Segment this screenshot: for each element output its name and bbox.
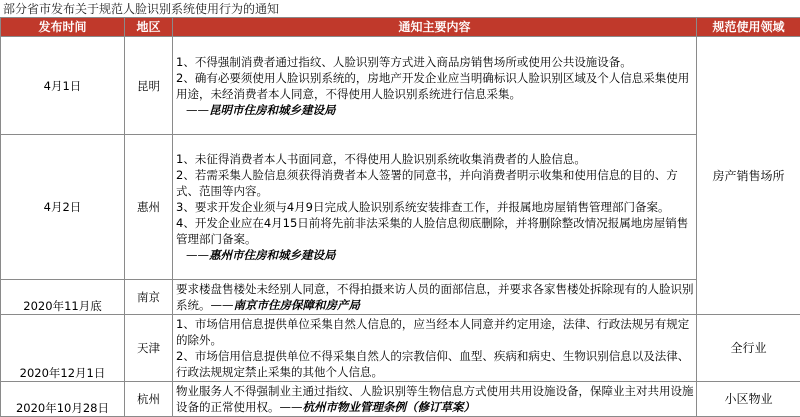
table-row: [1, 280, 800, 315]
signer-prefix: ——: [280, 400, 303, 414]
date-cell: 4月2日: [1, 135, 125, 280]
date-cell: 2020年10月28日: [1, 382, 125, 417]
region-cell: 惠州: [125, 135, 173, 280]
table-row: [1, 37, 800, 135]
signer-line: [176, 102, 694, 118]
content-item: 1、不得强制消费者通过指纹、人脸识别等方式进入商品房销售场所或使用公共设施设备。: [176, 54, 694, 70]
header-content: 通知主要内容: [173, 18, 697, 37]
signer: 南京市住房保障和房产局: [234, 298, 361, 312]
content-text-body: 物业服务人不得强制业主通过指纹、人脸识别等生物信息方式使用共用设施设备，保障业主对共用设施设备的正常使用权。: [176, 384, 694, 414]
content-item: 3、要求开发企业须与4月9日完成人脸识别系统安装排查工作，并报属地房屋销售管理部门备案。: [176, 199, 694, 215]
content-item: 1、市场信用信息提供单位采集自然人信息的，应当经本人同意并约定用途，法律、行政法规另有规定的除外。: [176, 316, 694, 348]
table-row: [1, 135, 800, 280]
content-cell: [173, 37, 697, 135]
signer-line: [176, 247, 694, 263]
table-row: [1, 315, 800, 382]
region-cell: 天津: [125, 315, 173, 382]
date-cell: 2020年12月1日: [1, 315, 125, 382]
content-text: [176, 383, 694, 415]
content-item: 2、若需采集人脸信息须获得消费者本人签署的同意书，并向消费者明示收集和使用信息的目的、方式、范围等内容。: [176, 167, 694, 199]
domain-cell: 小区物业: [697, 382, 800, 417]
date-cell: 4月1日: [1, 37, 125, 135]
content-cell: [173, 135, 697, 280]
notice-table: [0, 17, 800, 417]
content-item: 2、市场信用信息提供单位不得采集自然人的宗教信仰、血型、疾病和病史、生物识别信息以及法律、行政法规规定禁止采集的其他个人信息。: [176, 348, 694, 380]
content-item: 4、开发企业应在4月15日前将先前非法采集的人脸信息彻底删除，并将删除整改情况报属地房屋销售管理部门备案。: [176, 215, 694, 247]
region-cell: 杭州: [125, 382, 173, 417]
content-text: [176, 281, 694, 313]
content-text-body: 要求楼盘售楼处未经别人同意，不得拍摄来访人员的面部信息，并要求各家售楼处拆除现有的人脸识别系统。: [176, 282, 694, 312]
signer-prefix: ——: [211, 298, 234, 312]
signer-prefix: ——: [186, 248, 209, 262]
content-cell: [173, 382, 697, 417]
content-cell: [173, 315, 697, 382]
signer: 昆明市住房和城乡建设局: [209, 103, 336, 117]
page-title: 部分省市发布关于规范人脸识别系统使用行为的通知: [3, 1, 279, 17]
content-cell: [173, 280, 697, 315]
header-domain: 规范使用领域: [697, 18, 800, 37]
region-cell: 南京: [125, 280, 173, 315]
signer: 杭州市物业管理条例（修订草案）: [303, 400, 476, 414]
date-cell: 2020年11月底: [1, 280, 125, 315]
table-header-row: [1, 18, 800, 37]
table-row: [1, 382, 800, 417]
region-cell: 昆明: [125, 37, 173, 135]
signer: 惠州市住房和城乡建设局: [209, 248, 336, 262]
content-item: 2、确有必要须使用人脸识别系统的，房地产开发企业应当明确标识人脸识别区域及个人信息采集使用用途，未经消费者本人同意，不得使用人脸识别系统进行信息采集。: [176, 70, 694, 102]
header-date: 发布时间: [1, 18, 125, 37]
domain-cell: 全行业: [697, 315, 800, 382]
signer-prefix: ——: [186, 103, 209, 117]
header-region: 地区: [125, 18, 173, 37]
content-item: 1、未征得消费者本人书面同意，不得使用人脸识别系统收集消费者的人脸信息。: [176, 151, 694, 167]
domain-cell: 房产销售场所: [697, 37, 800, 315]
